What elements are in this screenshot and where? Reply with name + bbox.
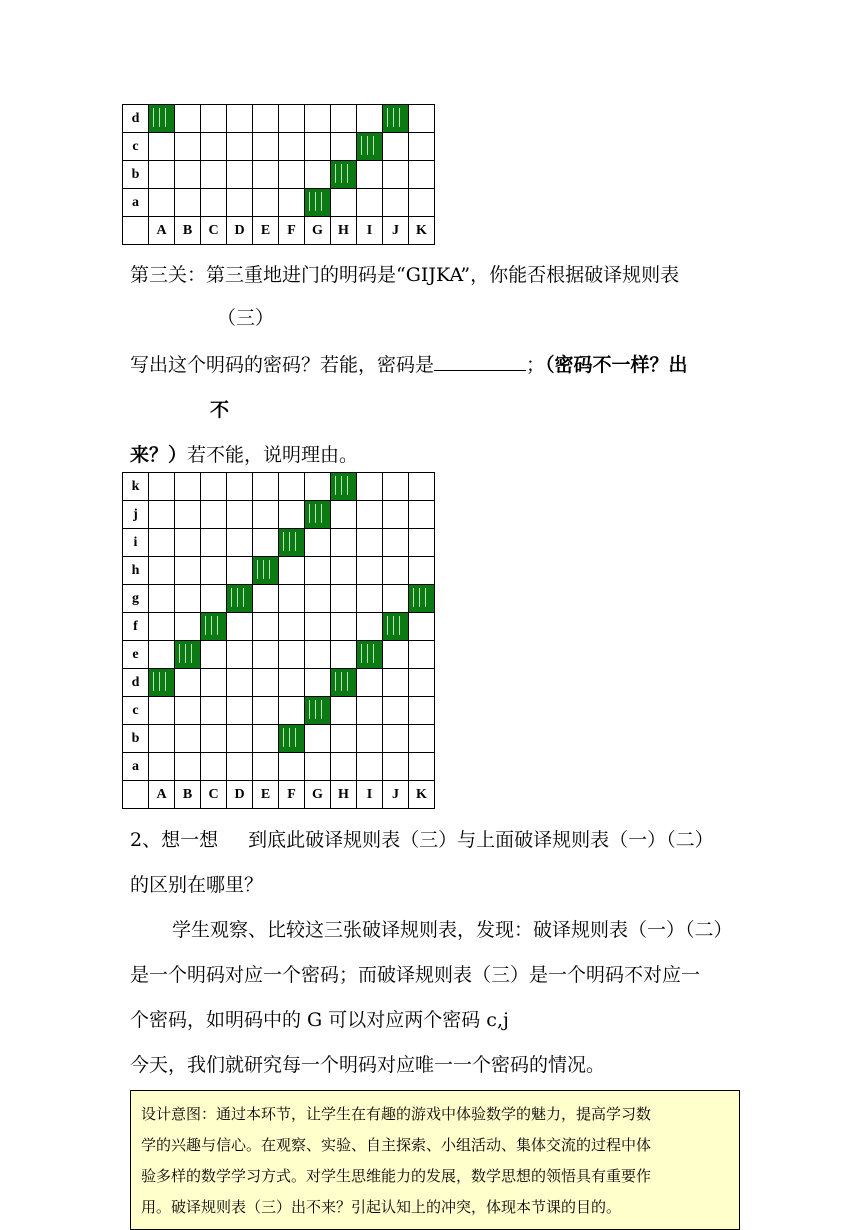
grid3-cell — [175, 501, 201, 529]
grid3-cell — [201, 669, 227, 697]
grid2-cell — [227, 189, 253, 217]
grid3-cell — [227, 529, 253, 557]
grid3-row — [123, 641, 435, 669]
grid3-cell — [253, 725, 279, 753]
grid2-cell — [201, 133, 227, 161]
grid3-cell — [279, 585, 305, 613]
para-line1: 学生观察、比较这三张破译规则表，发现：破译规则表（一）（二） — [172, 919, 733, 941]
grid3-cell — [149, 473, 175, 501]
design-intent-line4: 用。破译规则表（三）出不来？引起认知上的冲突，体现本节课的目的。 — [141, 1198, 622, 1216]
grid3-row-label: b — [123, 725, 149, 753]
grid3-row-label: k — [123, 473, 149, 501]
grid3-cell — [279, 613, 305, 641]
para-line2: 是一个明码对应一个密码；而破译规则表（三）是一个明码不对应一 — [130, 964, 701, 986]
grid3-cell — [383, 697, 409, 725]
grid3-cell — [227, 697, 253, 725]
grid3-cell — [409, 501, 435, 529]
grid3-row — [123, 557, 435, 585]
grid3-cell — [409, 753, 435, 781]
grid3-cell — [383, 641, 409, 669]
grid2-cell — [331, 133, 357, 161]
grid2-cell — [175, 161, 201, 189]
grid3-row — [123, 697, 435, 725]
grid2-cell — [409, 105, 435, 133]
grid3-filled-cell — [383, 613, 409, 641]
grid3-cell — [253, 641, 279, 669]
section2-heading: 2、想一想 — [130, 829, 219, 851]
grid3-cell — [305, 529, 331, 557]
grid3-cell — [253, 669, 279, 697]
grid3-cell — [279, 641, 305, 669]
grid2-filled-cell — [357, 133, 383, 161]
grid2-cell — [175, 133, 201, 161]
grid3-cell — [149, 725, 175, 753]
grid3-cell — [279, 697, 305, 725]
grid3-row-label: e — [123, 641, 149, 669]
grid2-col-label: F — [279, 217, 305, 245]
grid3-col-label: E — [253, 781, 279, 809]
grid3-cell — [383, 725, 409, 753]
grid3-row-label: i — [123, 529, 149, 557]
grid2-col-label: K — [409, 217, 435, 245]
grid3-cell — [305, 585, 331, 613]
grid3-cell — [227, 557, 253, 585]
grid3-cell — [253, 473, 279, 501]
grid3-cell — [227, 641, 253, 669]
cipher-grid-2 — [122, 104, 435, 245]
grid2-cell — [201, 161, 227, 189]
grid2-cell — [357, 161, 383, 189]
grid3-row — [123, 501, 435, 529]
grid2-cell — [279, 105, 305, 133]
design-intent-box — [130, 1090, 740, 1230]
grid2-row — [123, 133, 435, 161]
grid3-cell — [175, 725, 201, 753]
grid3-cell — [175, 529, 201, 557]
grid3-cell — [149, 529, 175, 557]
grid2-cell — [227, 133, 253, 161]
grid2-row-label: b — [123, 161, 149, 189]
grid2-row-label: c — [123, 133, 149, 161]
grid3-cell — [175, 753, 201, 781]
grid3-col-label: G — [305, 781, 331, 809]
grid2-cell — [383, 189, 409, 217]
grid2-cell — [279, 189, 305, 217]
grid3-cell — [305, 613, 331, 641]
grid3-cell — [409, 529, 435, 557]
grid3-cell — [253, 501, 279, 529]
grid3-filled-cell — [279, 529, 305, 557]
grid3-row — [123, 613, 435, 641]
grid2-col-label: C — [201, 217, 227, 245]
grid2-row — [123, 189, 435, 217]
grid3-cell — [357, 557, 383, 585]
grid2-cell — [409, 189, 435, 217]
grid2-cell — [149, 133, 175, 161]
grid3-cell — [149, 753, 175, 781]
grid2-cell — [149, 189, 175, 217]
grid3-col-label: B — [175, 781, 201, 809]
grid3-filled-cell — [331, 473, 357, 501]
level3-hint-end: 来？） — [130, 444, 188, 466]
grid3-cell — [357, 585, 383, 613]
grid3-cell — [201, 697, 227, 725]
grid2-filled-cell — [383, 105, 409, 133]
grid3-cell — [357, 613, 383, 641]
grid3-corner — [123, 781, 149, 809]
grid2-row-label: d — [123, 105, 149, 133]
grid2-cell — [331, 105, 357, 133]
grid2-cell — [253, 105, 279, 133]
grid3-row-label: c — [123, 697, 149, 725]
grid3-cell — [331, 641, 357, 669]
grid3-cell — [409, 641, 435, 669]
grid2-cell — [253, 161, 279, 189]
grid3-filled-cell — [175, 641, 201, 669]
grid3-cell — [357, 529, 383, 557]
grid2-cell — [279, 161, 305, 189]
grid3-cell — [357, 669, 383, 697]
grid2-row-label: a — [123, 189, 149, 217]
grid3-cell — [201, 557, 227, 585]
grid2-cell — [201, 189, 227, 217]
grid3-filled-cell — [253, 557, 279, 585]
grid3-col-label: F — [279, 781, 305, 809]
grid3-cell — [331, 753, 357, 781]
level3-sep: ； — [526, 354, 546, 376]
grid3-cell — [409, 613, 435, 641]
grid3-cell — [149, 557, 175, 585]
grid3-cell — [253, 697, 279, 725]
grid2-col-label: J — [383, 217, 409, 245]
grid2-cell — [383, 133, 409, 161]
grid3-cell — [383, 473, 409, 501]
grid2-col-label: G — [305, 217, 331, 245]
para-line3: 个密码，如明码中的 G 可以对应两个密码 c,j — [130, 1009, 509, 1031]
section2-question: 到底此破译规则表（三）与上面破译规则表（一）（二） — [248, 829, 714, 851]
grid3-cell — [305, 753, 331, 781]
grid3-filled-cell — [409, 585, 435, 613]
grid2-cell — [409, 161, 435, 189]
grid3-filled-cell — [227, 585, 253, 613]
grid3-row-label: g — [123, 585, 149, 613]
grid3-cell — [409, 669, 435, 697]
grid3-cell — [227, 613, 253, 641]
grid3-row — [123, 473, 435, 501]
grid3-cell — [175, 613, 201, 641]
grid3-col-label: K — [409, 781, 435, 809]
grid2-col-label: B — [175, 217, 201, 245]
grid3-cell — [383, 585, 409, 613]
grid2-cell — [227, 105, 253, 133]
grid2-col-header-row — [123, 217, 435, 245]
grid2-cell — [227, 161, 253, 189]
level3-line3 — [130, 440, 358, 467]
grid2-col-label: D — [227, 217, 253, 245]
grid3-cell — [357, 697, 383, 725]
grid2-row — [123, 105, 435, 133]
grid2-cell — [253, 189, 279, 217]
grid3-cell — [357, 753, 383, 781]
grid3-cell — [305, 557, 331, 585]
grid3-cell — [383, 529, 409, 557]
grid3-col-label: H — [331, 781, 357, 809]
grid3-cell — [279, 501, 305, 529]
grid3-cell — [149, 585, 175, 613]
grid3-cell — [253, 585, 279, 613]
grid3-cell — [383, 557, 409, 585]
grid3-row — [123, 529, 435, 557]
design-intent-line3: 验多样的数学学习方式。对学生思维能力的发展，数学思想的领悟具有重要作 — [141, 1167, 652, 1185]
grid2-cell — [305, 133, 331, 161]
grid2-col-label: E — [253, 217, 279, 245]
grid3-cell — [227, 473, 253, 501]
grid2-col-label: A — [149, 217, 175, 245]
grid2-col-label: I — [357, 217, 383, 245]
grid3-filled-cell — [331, 669, 357, 697]
grid2-corner — [123, 217, 149, 245]
grid3-cell — [149, 501, 175, 529]
level3-hint-wrap: 不 — [210, 399, 230, 421]
grid3-cell — [227, 725, 253, 753]
level3-hint: （密码不一样？出 — [545, 354, 688, 376]
grid2-cell — [253, 133, 279, 161]
grid3-cell — [201, 529, 227, 557]
grid3-col-label: I — [357, 781, 383, 809]
level3-instruction: 若不能，说明理由。 — [187, 444, 359, 466]
grid3-cell — [201, 585, 227, 613]
grid3-cell — [331, 585, 357, 613]
grid3-cell — [227, 669, 253, 697]
grid2-col-label: H — [331, 217, 357, 245]
grid3-cell — [201, 753, 227, 781]
grid2-cell — [305, 161, 331, 189]
grid3-cell — [331, 529, 357, 557]
grid2-filled-cell — [331, 161, 357, 189]
grid3-cell — [331, 501, 357, 529]
grid3-cell — [175, 557, 201, 585]
grid3-col-label: A — [149, 781, 175, 809]
grid3-row — [123, 669, 435, 697]
grid3-cell — [409, 725, 435, 753]
grid3-cell — [279, 669, 305, 697]
grid3-cell — [409, 557, 435, 585]
grid2-filled-cell — [149, 105, 175, 133]
section2-line1 — [130, 825, 714, 852]
grid3-cell — [357, 725, 383, 753]
grid3-cell — [279, 557, 305, 585]
grid2-cell — [201, 105, 227, 133]
grid3-cell — [175, 473, 201, 501]
grid3-cell — [357, 501, 383, 529]
grid3-cell — [279, 473, 305, 501]
grid3-cell — [331, 725, 357, 753]
grid3-cell — [175, 669, 201, 697]
grid3-row-label: j — [123, 501, 149, 529]
grid3-cell — [227, 753, 253, 781]
grid2-cell — [331, 189, 357, 217]
grid3-row — [123, 585, 435, 613]
grid3-cell — [201, 473, 227, 501]
grid3-cell — [305, 641, 331, 669]
grid3-cell — [201, 501, 227, 529]
grid3-row-label: a — [123, 753, 149, 781]
grid3-cell — [305, 669, 331, 697]
grid3-cell — [253, 529, 279, 557]
grid3-cell — [305, 473, 331, 501]
grid3-cell — [201, 725, 227, 753]
grid3-col-label: J — [383, 781, 409, 809]
cipher-grid-3 — [122, 472, 435, 809]
grid3-cell — [279, 753, 305, 781]
grid3-cell — [175, 697, 201, 725]
grid3-filled-cell — [201, 613, 227, 641]
grid3-row-label: d — [123, 669, 149, 697]
grid3-cell — [149, 697, 175, 725]
level3-line2 — [130, 350, 688, 377]
grid3-cell — [331, 557, 357, 585]
grid3-col-header-row — [123, 781, 435, 809]
grid2-filled-cell — [305, 189, 331, 217]
level3-line1b: （三） — [217, 307, 275, 329]
grid3-cell — [409, 473, 435, 501]
grid3-cell — [253, 613, 279, 641]
grid3-cell — [409, 697, 435, 725]
section2-line2: 的区别在哪里？ — [130, 874, 264, 896]
para-line4: 今天，我们就研究每一个明码对应唯一一个密码的情况。 — [130, 1054, 606, 1076]
grid3-filled-cell — [357, 641, 383, 669]
grid3-cell — [357, 473, 383, 501]
grid3-row — [123, 725, 435, 753]
grid3-col-label: C — [201, 781, 227, 809]
grid3-filled-cell — [279, 725, 305, 753]
design-intent-line1: 设计意图：通过本环节，让学生在有趣的游戏中体验数学的魅力，提高学习数 — [141, 1105, 652, 1123]
level3-question: 写出这个明码的密码？若能，密码是 — [130, 354, 435, 376]
grid2-cell — [357, 105, 383, 133]
grid3-row-label: f — [123, 613, 149, 641]
grid3-cell — [331, 697, 357, 725]
grid2-row — [123, 161, 435, 189]
grid3-cell — [149, 613, 175, 641]
grid3-cell — [383, 501, 409, 529]
grid3-filled-cell — [305, 697, 331, 725]
answer-blank[interactable] — [434, 352, 526, 371]
grid3-filled-cell — [149, 669, 175, 697]
grid2-cell — [175, 189, 201, 217]
grid2-cell — [383, 161, 409, 189]
grid3-cell — [253, 753, 279, 781]
grid2-cell — [175, 105, 201, 133]
grid3-cell — [331, 613, 357, 641]
grid3-row — [123, 753, 435, 781]
grid2-cell — [305, 105, 331, 133]
grid3-cell — [305, 725, 331, 753]
design-intent-line2: 学的兴趣与信心。在观察、实验、自主探索、小组活动、集体交流的过程中体 — [141, 1136, 652, 1154]
level3-line1: 第三关：第三重地进门的明码是“GIJKA”，你能否根据破译规则表 — [130, 264, 680, 286]
grid3-col-label: D — [227, 781, 253, 809]
grid3-cell — [227, 501, 253, 529]
grid2-cell — [409, 133, 435, 161]
grid2-cell — [279, 133, 305, 161]
grid3-row-label: h — [123, 557, 149, 585]
grid3-cell — [383, 753, 409, 781]
grid2-cell — [357, 189, 383, 217]
grid2-cell — [149, 161, 175, 189]
grid3-cell — [201, 641, 227, 669]
grid3-filled-cell — [305, 501, 331, 529]
grid3-cell — [175, 585, 201, 613]
grid3-cell — [149, 641, 175, 669]
grid3-cell — [383, 669, 409, 697]
